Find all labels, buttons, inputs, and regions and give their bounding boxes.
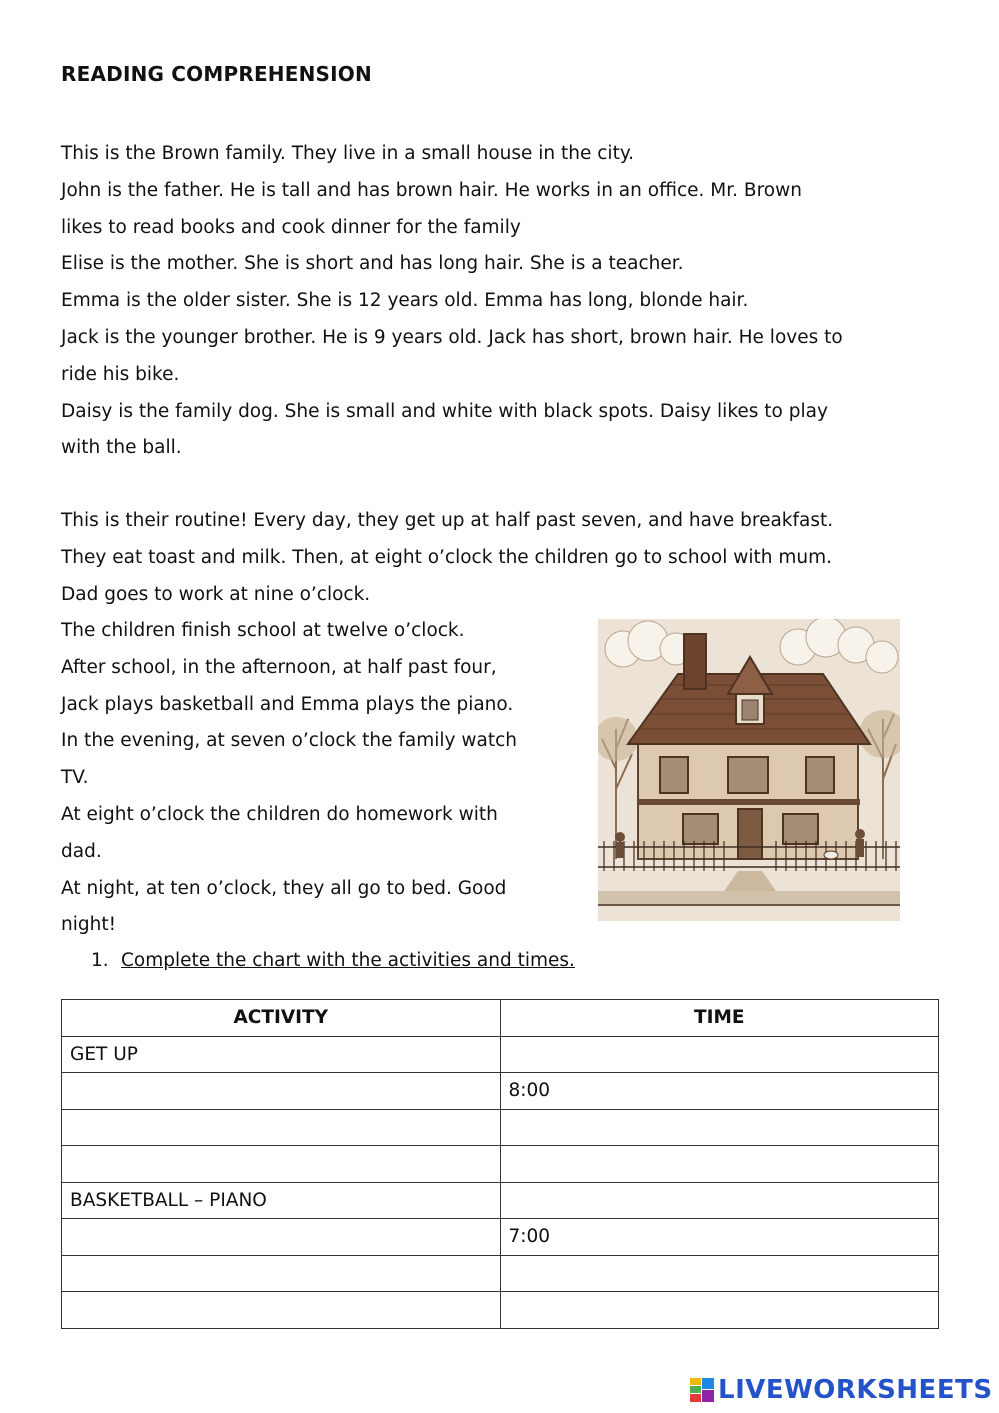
- activity-cell[interactable]: [62, 1219, 501, 1256]
- text-line: Elise is the mother. She is short and has long hair. She is a teacher.: [61, 253, 684, 275]
- instruction-text: Complete the chart with the activities and times.: [121, 950, 575, 971]
- activity-time-table: [61, 999, 939, 1329]
- table-row: [62, 1146, 939, 1183]
- table-row: [62, 1292, 939, 1329]
- text-line: The children finish school at twelve o’clock.: [61, 620, 465, 641]
- text-line: TV.: [61, 767, 89, 789]
- text-line: night!: [61, 914, 117, 936]
- time-cell[interactable]: 7:00: [500, 1219, 939, 1256]
- house-illustration: [598, 619, 900, 921]
- logo-text: LIVEWORKSHEETS: [718, 1375, 993, 1405]
- activity-cell[interactable]: BASKETBALL – PIANO: [62, 1182, 501, 1219]
- time-cell[interactable]: [500, 1109, 939, 1146]
- table-row: [62, 1255, 939, 1292]
- instruction-number: 1.: [91, 950, 109, 971]
- text-line: At eight o’clock the children do homework with: [61, 803, 498, 825]
- liveworksheets-logo: [690, 1375, 993, 1405]
- family-paragraph: [61, 136, 843, 467]
- text-line: After school, in the afternoon, at half past four,: [61, 656, 497, 678]
- text-line: with the ball.: [61, 437, 182, 459]
- time-cell[interactable]: [500, 1036, 939, 1073]
- text-line: likes to read books and cook dinner for the family: [61, 216, 521, 238]
- column-header-time: TIME: [500, 1000, 939, 1037]
- column-header-activity: ACTIVITY: [62, 1000, 501, 1037]
- text-line: This is the Brown family. They live in a small house in the city.: [61, 143, 635, 164]
- text-line: Daisy is the family dog. She is small and white with black spots. Daisy likes to play: [61, 400, 828, 422]
- text-line: They eat toast and milk. Then, at eight o’clock the children go to school with mum.: [61, 546, 833, 568]
- time-cell[interactable]: [500, 1292, 939, 1329]
- activity-cell[interactable]: [62, 1146, 501, 1183]
- afternoon-paragraph: [61, 613, 517, 944]
- routine-paragraph: [61, 503, 833, 613]
- activity-cell[interactable]: GET UP: [62, 1036, 501, 1073]
- table-row: [62, 1036, 939, 1073]
- table-row: [62, 1109, 939, 1146]
- worksheet-title: READING COMPREHENSION: [61, 62, 372, 86]
- activity-cell[interactable]: [62, 1292, 501, 1329]
- time-cell[interactable]: [500, 1255, 939, 1292]
- text-line: John is the father. He is tall and has brown hair. He works in an office. Mr. Brown: [61, 179, 802, 201]
- time-cell[interactable]: [500, 1182, 939, 1219]
- time-cell[interactable]: [500, 1146, 939, 1183]
- activity-cell[interactable]: [62, 1255, 501, 1292]
- text-line: Dad goes to work at nine o’clock.: [61, 583, 371, 605]
- table-row: [62, 1182, 939, 1219]
- text-line: ride his bike.: [61, 363, 180, 385]
- instruction: [91, 943, 575, 979]
- time-cell[interactable]: 8:00: [500, 1073, 939, 1110]
- text-line: Jack is the younger brother. He is 9 years old. Jack has short, brown hair. He loves to: [61, 326, 843, 348]
- text-line: Jack plays basketball and Emma plays the piano.: [61, 693, 514, 715]
- table-row: [62, 1073, 939, 1110]
- activity-cell[interactable]: [62, 1073, 501, 1110]
- text-line: In the evening, at seven o’clock the family watch: [61, 730, 517, 752]
- text-line: Emma is the older sister. She is 12 years old. Emma has long, blonde hair.: [61, 290, 749, 312]
- liveworksheets-mark-icon: [690, 1378, 714, 1402]
- table-row: [62, 1219, 939, 1256]
- text-line: dad.: [61, 840, 102, 862]
- text-line: This is their routine! Every day, they get up at half past seven, and have breakfast.: [61, 510, 834, 531]
- text-line: At night, at ten o’clock, they all go to bed. Good: [61, 877, 507, 899]
- table-header-row: [62, 1000, 939, 1037]
- activity-cell[interactable]: [62, 1109, 501, 1146]
